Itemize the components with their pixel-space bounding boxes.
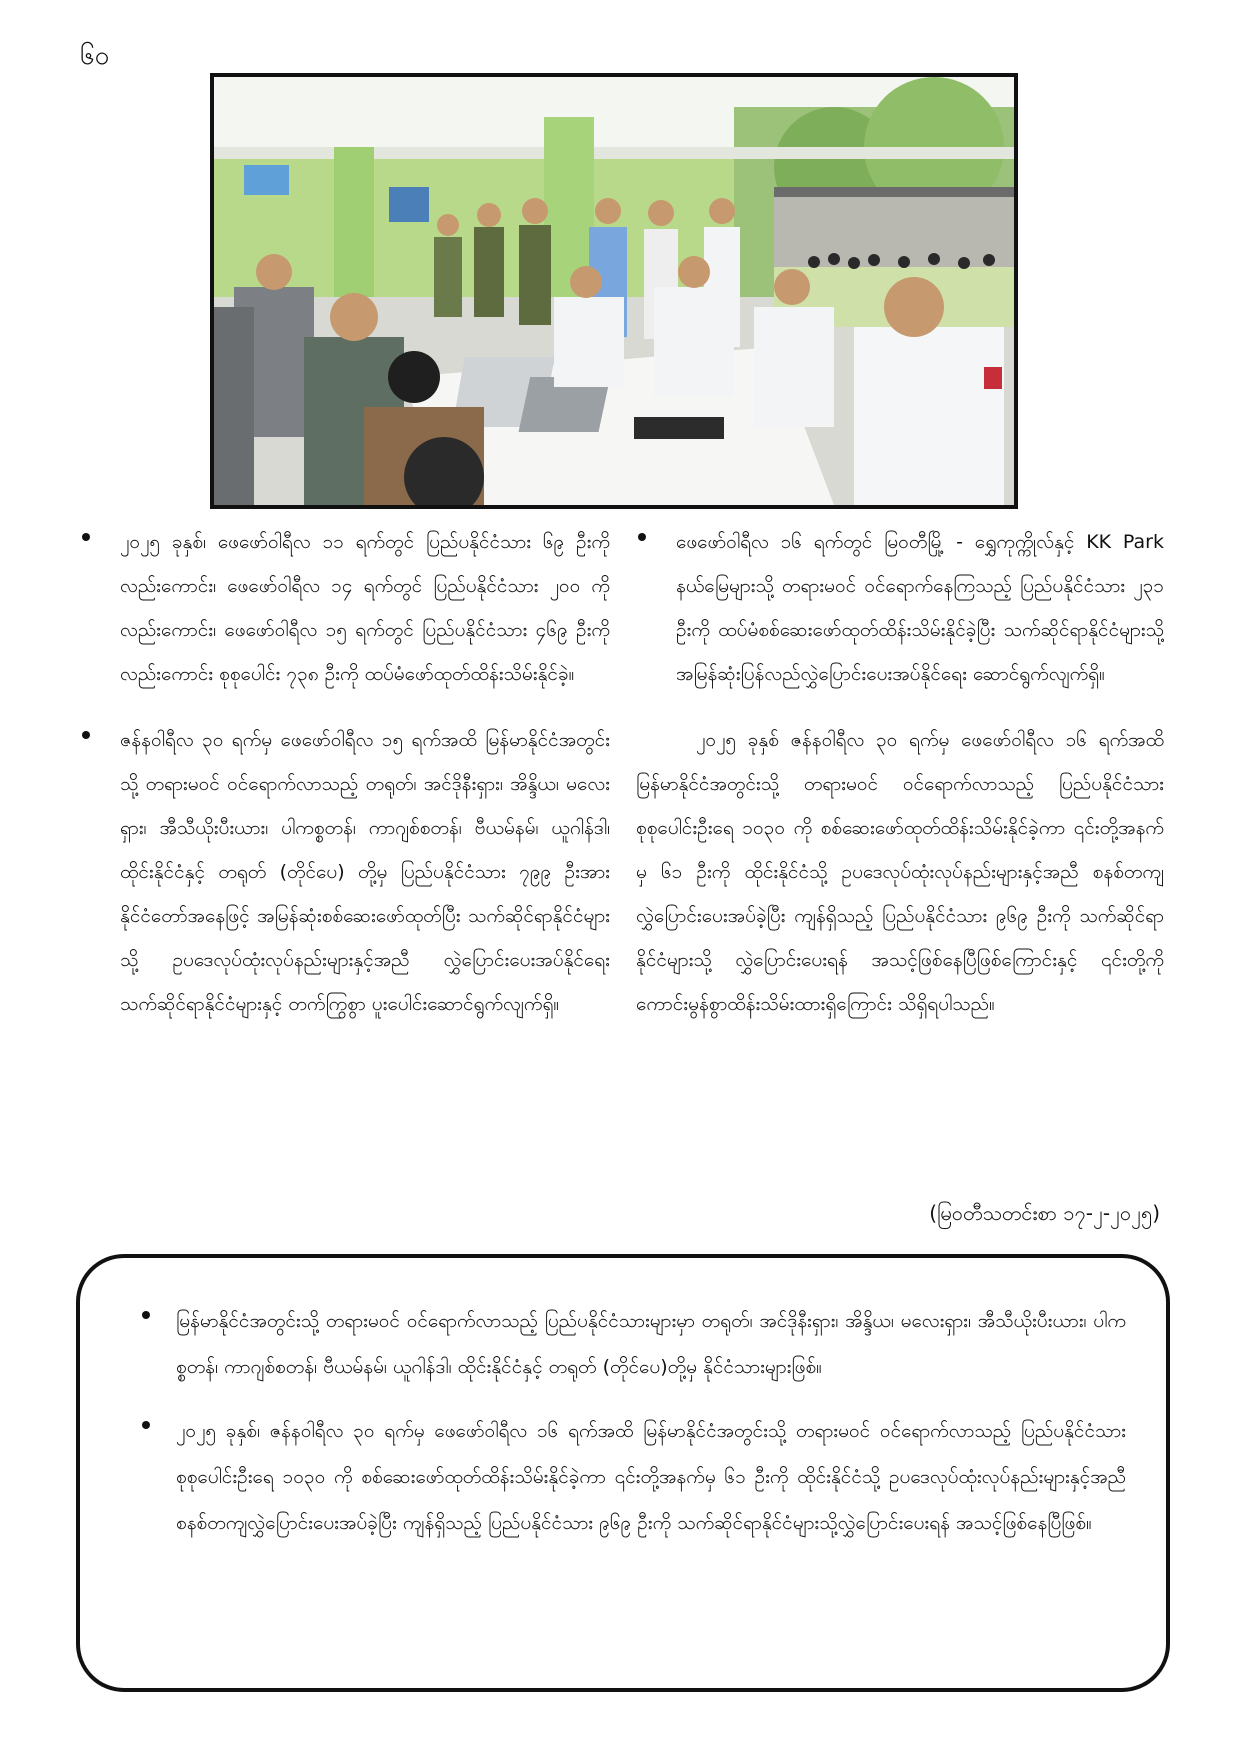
source-citation: (မြဝတီသတင်းစာ ၁၇-၂-၂၀၂၅)	[929, 1201, 1160, 1225]
bullet-icon	[82, 533, 90, 541]
left-column	[80, 520, 610, 1048]
bullet-text: ဖေဖော်ဝါရီလ ၁၆ ရက်တွင် မြဝတီမြို့ - ရွှေကုက္ကိုလ်နှင့် KK Park နယ်မြေများသို့ တရားမဝင် ဝင်ရောက်နေကြသည့် ပြည်ပနိုင်ငံသား ၂၃၁ ဦးကို ထပ်မံစစ်ဆေးဖော်ထုတ်ထိန်းသိမ်းနိုင်ခဲ့ပြီး သက်ဆိုင်ရာနိုင်ငံများသို့ အမြန်ဆုံးပြန်လည်လွှဲပြောင်းပေးအပ်နိုင်ရေး ဆောင်ရွက်လျက်ရှိ။	[676, 531, 1164, 685]
list-item	[80, 718, 610, 1026]
bullet-icon	[142, 1311, 150, 1319]
list-item	[636, 520, 1164, 696]
list-item	[80, 520, 610, 696]
body-paragraph: ၂၀၂၅ ခုနှစ် ဇန်နဝါရီလ ၃၀ ရက်မှ ဖေဖော်ဝါရီလ ၁၆ ရက်အထိ မြန်မာနိုင်ငံအတွင်းသို့ တရားမဝင် ဝင်ရောက်လာသည့် ပြည်ပနိုင်ငံသား စုစုပေါင်းဦးရေ ၁၀၃၀ ကို စစ်ဆေးဖော်ထုတ်ထိန်းသိမ်းနိုင်ခဲ့ကာ ၎င်းတို့အနက်မှ ၆၁ ဦးကို ထိုင်းနိုင်ငံသို့ ဥပဒေလုပ်ထုံးလုပ်နည်းများနှင့်အညီ စနစ်တကျလွှဲပြောင်းပေးအပ်ခဲ့ပြီး ကျန်ရှိသည့် ပြည်ပနိုင်ငံသား ၉၆၉ ဦးကို သက်ဆိုင်ရာနိုင်ငံများသို့ လွှဲပြောင်းပေးရန် အသင့်ဖြစ်နေပြီဖြစ်ကြောင်းနှင့် ၎င်းတို့ကို ကောင်းမွန်စွာထိန်းသိမ်းထားရှိကြောင်း သိရှိရပါသည်။	[636, 729, 1164, 1015]
photo-illustration	[214, 77, 1014, 505]
summary-box	[76, 1254, 1170, 1692]
bullet-text: ၂၀၂၅ ခုနှစ်၊ ဖေဖော်ဝါရီလ ၁၁ ရက်တွင် ပြည်ပနိုင်ငံသား ၆၉ ဦးကိုလည်းကောင်း၊ ဖေဖော်ဝါရီလ ၁၄ ရက်တွင် ပြည်ပနိုင်ငံသား ၂၀၀ ကိုလည်းကောင်း၊ ဖေဖော်ဝါရီလ ၁၅ ရက်တွင် ပြည်ပနိုင်ငံသား ၄၆၉ ဦးကိုလည်းကောင်း စုစုပေါင်း ၇၃၈ ဦးကို ထပ်မံဖော်ထုတ်ထိန်းသိမ်းနိုင်ခဲ့။	[120, 531, 610, 685]
list-item	[140, 1298, 1126, 1390]
bullet-icon	[638, 533, 646, 541]
bullet-icon	[82, 731, 90, 739]
bullet-text: ဇန်နဝါရီလ ၃၀ ရက်မှ ဖေဖော်ဝါရီလ ၁၅ ရက်အထိ မြန်မာနိုင်ငံအတွင်းသို့ တရားမဝင် ဝင်ရောက်လာသည့် တရုတ်၊ အင်ဒိုနီးရှား၊ အိန္ဒိယ၊ မလေးရှား၊ အီသီယိုးပီးယား၊ ပါကစ္စတန်၊ ကာဂျစ်စတန်၊ ဗီယမ်နမ်၊ ယူဂါန်ဒါ၊ ထိုင်းနိုင်ငံနှင့် တရုတ် (တိုင်ပေ) တို့မှ ပြည်ပနိုင်ငံသား ၇၉၉ ဦးအား နိုင်ငံတော်အနေဖြင့် အမြန်ဆုံးစစ်ဆေးဖော်ထုတ်ပြီး သက်ဆိုင်ရာနိုင်ငံများသို့ ဥပဒေလုပ်ထုံးလုပ်နည်းများနှင့်အညီ လွှဲပြောင်းပေးအပ်နိုင်ရေး သက်ဆိုင်ရာနိုင်ငံများနှင့် တက်ကြွစွာ ပူးပေါင်းဆောင်ရွက်လျက်ရှိ။	[120, 729, 610, 1015]
list-item	[140, 1408, 1126, 1546]
right-column	[636, 520, 1164, 1026]
bullet-icon	[142, 1421, 150, 1429]
summary-text: ၂၀၂၅ ခုနှစ်၊ ဇန်နဝါရီလ ၃၀ ရက်မှ ဖေဖော်ဝါရီလ ၁၆ ရက်အထိ မြန်မာနိုင်ငံအတွင်းသို့ တရားမဝင် ဝင်ရောက်လာသည့် ပြည်ပနိုင်ငံသားစုစုပေါင်းဦးရေ ၁၀၃၀ ကို စစ်ဆေးဖော်ထုတ်ထိန်းသိမ်းနိုင်ခဲ့ကာ ၎င်းတို့အနက်မှ ၆၁ ဦးကို ထိုင်းနိုင်ငံသို့ ဥပဒေလုပ်ထုံးလုပ်နည်းများနှင့်အညီ စနစ်တကျလွှဲပြောင်းပေးအပ်ခဲ့ပြီး ကျန်ရှိသည့် ပြည်ပနိုင်ငံသား ၉၆၉ ဦးကို သက်ဆိုင်ရာနိုင်ငံများသို့လွှဲပြောင်းပေးရန် အသင့်ဖြစ်နေပြီဖြစ်။	[176, 1420, 1126, 1534]
news-photo	[210, 73, 1018, 509]
page-number: ၆၀	[80, 41, 110, 71]
summary-text: မြန်မာနိုင်ငံအတွင်းသို့ တရားမဝင် ဝင်ရောက်လာသည့် ပြည်ပနိုင်ငံသားများမှာ တရုတ်၊ အင်ဒိုနီးရှား၊ အိန္ဒိယ၊ မလေးရှား၊ အီသီယိုးပီးယား၊ ပါကစ္စတန်၊ ကာဂျစ်စတန်၊ ဗီယမ်နမ်၊ ယူဂါန်ဒါ၊ ထိုင်းနိုင်ငံနှင့် တရုတ် (တိုင်ပေ)တို့မှ နိုင်ငံသားများဖြစ်။	[176, 1310, 1126, 1378]
